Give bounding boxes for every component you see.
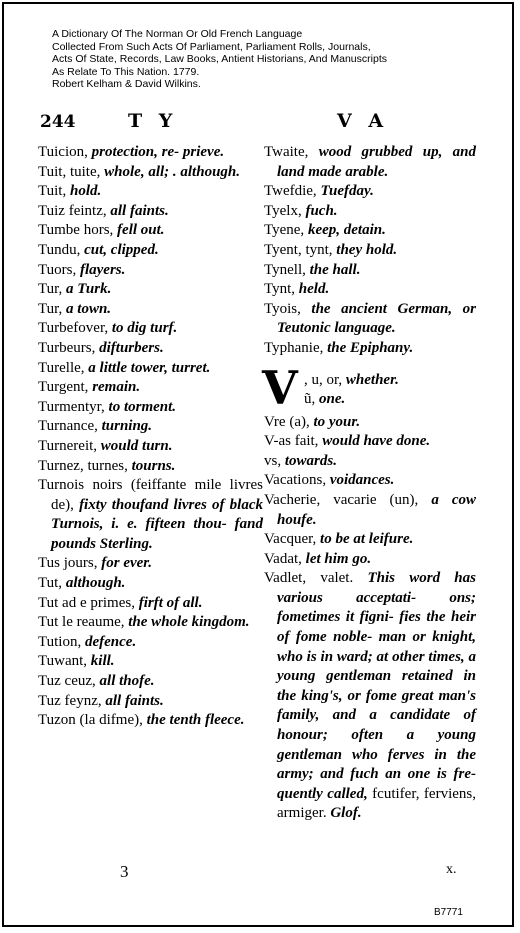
entry	[264, 432, 476, 452]
entry	[38, 554, 263, 574]
definition: hold.	[69, 183, 102, 200]
right-column-top	[264, 143, 476, 359]
entry	[264, 339, 476, 359]
definition: the whole kingdom.	[128, 614, 250, 631]
entry	[264, 550, 476, 570]
definition-tail: Glof.	[330, 805, 362, 822]
headword: Tynell,	[264, 261, 306, 278]
definition: keep, detain.	[307, 222, 386, 239]
definition: a Turk.	[66, 281, 112, 298]
entry	[264, 471, 476, 491]
headword: Tyent, tynt,	[264, 241, 333, 258]
headword: Tur,	[38, 300, 63, 317]
header-line: As Relate To This Nation. 1779.	[52, 65, 200, 78]
entry	[264, 182, 476, 202]
entry	[264, 261, 476, 281]
definition: would have done.	[322, 433, 431, 450]
headword: Typhanie,	[264, 339, 324, 356]
entry	[38, 202, 263, 222]
headword: Tus jours,	[38, 555, 98, 572]
entry	[264, 202, 476, 222]
headword: Twefdie,	[264, 183, 317, 200]
entry	[38, 182, 263, 202]
entry	[38, 221, 263, 241]
entry	[264, 413, 476, 433]
definition: the hall.	[309, 261, 361, 278]
definition: although.	[65, 575, 126, 592]
headword: Tution,	[38, 633, 82, 650]
headword: Twaite,	[264, 144, 309, 160]
headword: Tut ad e primes,	[38, 594, 135, 611]
entry	[38, 378, 263, 398]
entry	[264, 530, 476, 550]
entry	[38, 261, 263, 281]
definition: held.	[298, 281, 330, 298]
source-header	[52, 28, 502, 91]
definition: a town.	[66, 300, 112, 317]
entry	[38, 339, 263, 359]
headword: Tuit,	[38, 183, 67, 200]
entry	[264, 569, 476, 824]
headword: Tuit, tuite,	[38, 163, 101, 180]
headword: Tuors,	[38, 261, 77, 278]
left-column	[38, 143, 263, 731]
headword: Tynt,	[264, 281, 296, 298]
headword: ũ,	[304, 391, 316, 408]
definition: they hold.	[336, 241, 398, 258]
headword: Turnance,	[38, 418, 98, 435]
headword: Turmentyr,	[38, 398, 105, 415]
headword: Turelle,	[38, 359, 85, 376]
definition: the tenth fleece.	[146, 712, 245, 729]
definition: turning.	[101, 418, 153, 435]
entry	[38, 613, 263, 633]
definition: one.	[319, 391, 346, 408]
headword: Tyene,	[264, 222, 305, 239]
headword: Vre (a),	[264, 413, 310, 430]
entry	[264, 300, 476, 339]
headword: Tut,	[38, 575, 63, 592]
definition: to your.	[313, 413, 361, 430]
definition: wood grubbed up, and land made arable.	[277, 144, 476, 180]
drop-cap: V	[262, 360, 298, 415]
entry	[38, 143, 263, 163]
headword: Tur,	[38, 281, 63, 298]
definition: fuch.	[305, 202, 338, 219]
definition: for ever.	[101, 555, 153, 572]
definition: to be at leifure.	[320, 531, 414, 548]
definition: firft of all.	[138, 594, 203, 611]
definition: all thofe.	[99, 673, 155, 690]
headword: Tuiz feintz,	[38, 202, 107, 219]
headword: Tuwant,	[38, 653, 88, 670]
entry	[38, 711, 263, 731]
entry	[38, 594, 263, 614]
headword: Turnez, turnes,	[38, 457, 128, 474]
headword: Turbefover,	[38, 320, 109, 337]
definition: all faints.	[110, 202, 169, 219]
headword: Vacherie, vacarie (un),	[264, 491, 419, 508]
headword: Tuicion,	[38, 144, 88, 160]
entry	[38, 319, 263, 339]
headword: Vadat,	[264, 550, 302, 567]
entry	[38, 398, 263, 418]
headword: Turnereit,	[38, 437, 98, 454]
headword: V-as fait,	[264, 433, 319, 450]
definition: a little tower, turret.	[88, 359, 211, 376]
definition: This word has various acceptati- ons; fometimes it figni- fies the heir of fome noble- man or knight, who is in ward; at other times, a young gentleman retained in the king's, or fome great man's family, and a candidate of honour; often a young gentleman who ferves in the army; and fuch an one is fre- quently called,	[277, 570, 476, 802]
definition: fixty thoufand livres of black Turnois, i. e. fifteen thou- fand pounds Sterling.	[51, 496, 263, 552]
catchword: x.	[446, 862, 457, 877]
headword: Turnois noirs (feiffante mile livres de),	[38, 477, 263, 513]
headword: Tuz feynz,	[38, 692, 102, 709]
headword: Tut le reaume,	[38, 614, 125, 631]
definition: the Epiphany.	[327, 339, 414, 356]
right-column-bottom	[264, 413, 476, 824]
definition: cut, clipped.	[84, 241, 159, 258]
definition: let him go.	[305, 550, 372, 567]
headword: Turgent,	[38, 379, 89, 396]
headword: Turbeurs,	[38, 339, 96, 356]
entry	[264, 491, 476, 530]
page-number: 244	[40, 112, 76, 132]
headword: Tuzon (la difme),	[38, 712, 143, 729]
header-line: Collected From Such Acts Of Parliament, Parliament Rolls, Journals,	[52, 40, 371, 53]
headword: Vacquer,	[264, 531, 317, 548]
entry	[264, 280, 476, 300]
definition: voidances.	[329, 472, 395, 489]
definition: tourns.	[131, 457, 176, 474]
headword: Tumbe hors,	[38, 222, 114, 239]
entry	[264, 143, 476, 182]
definition: to dig turf.	[111, 320, 178, 337]
headword: Tuz ceuz,	[38, 673, 96, 690]
definition: all faints.	[105, 692, 164, 709]
signature-mark: 3	[120, 862, 129, 881]
right-column	[264, 143, 476, 824]
entry	[264, 241, 476, 261]
definition: would turn.	[100, 437, 173, 454]
entry	[38, 241, 263, 261]
headword: Tyois,	[264, 300, 301, 317]
definition: whether.	[345, 371, 399, 388]
headword: Tundu,	[38, 241, 81, 258]
entry	[38, 692, 263, 712]
entry	[38, 652, 263, 672]
definition: remain.	[92, 379, 141, 396]
entry	[38, 280, 263, 300]
entry	[264, 221, 476, 241]
definition: flayers.	[79, 261, 126, 278]
headword: vs,	[264, 452, 282, 469]
entry	[264, 452, 476, 472]
running-head-right: V A	[337, 110, 389, 132]
headword: , u, or,	[304, 371, 343, 388]
definition: protection, re- prieve.	[91, 144, 225, 160]
headword-tail: fcutifer, ferviens, armiger.	[277, 785, 476, 822]
entry	[38, 574, 263, 594]
entry	[38, 633, 263, 653]
definition: Tuefday.	[320, 183, 374, 200]
running-head-left: T Y	[128, 110, 178, 132]
definition: fell out.	[117, 222, 165, 239]
entry	[38, 437, 263, 457]
entry	[38, 672, 263, 692]
entry	[38, 457, 263, 477]
v-section-start	[262, 360, 476, 415]
entry	[38, 417, 263, 437]
header-line: Robert Kelham & David Wilkins.	[52, 78, 201, 91]
headword: Vadlet, valet.	[264, 570, 354, 587]
header-line: A Dictionary Of The Norman Or Old French Language	[52, 28, 303, 40]
image-code: B7771	[434, 907, 463, 918]
definition: whole, all; . although.	[104, 163, 241, 180]
definition: the ancient German, or Teutonic language.	[277, 300, 476, 337]
entry	[38, 359, 263, 379]
definition: to torment.	[108, 398, 177, 415]
entry	[38, 300, 263, 320]
definition: difturbers.	[99, 339, 164, 356]
definition: a cow houfe.	[277, 491, 477, 528]
entry	[38, 163, 263, 183]
headword: Vacations,	[264, 472, 327, 489]
definition: kill.	[90, 653, 115, 670]
definition: defence.	[84, 633, 137, 650]
entry	[38, 476, 263, 554]
header-line: Acts Of State, Records, Law Books, Antient Historians, And Manuscripts	[52, 53, 387, 66]
headword: Tyelx,	[264, 202, 302, 219]
definition: towards.	[284, 452, 337, 469]
